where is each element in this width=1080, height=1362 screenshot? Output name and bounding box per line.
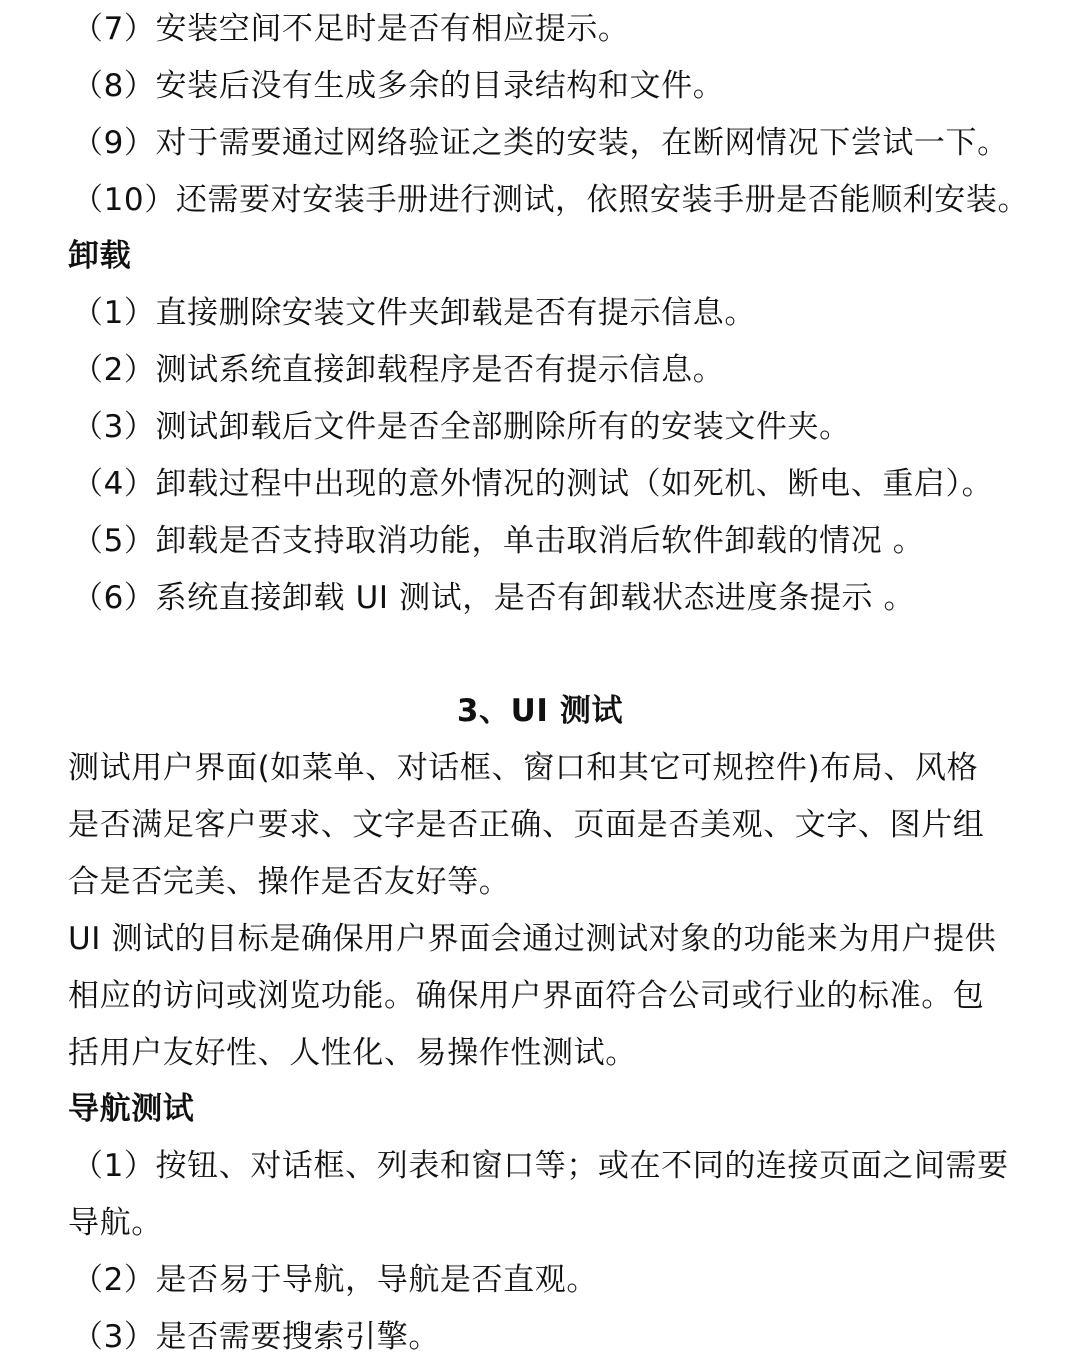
navigation-item-2: （2）是否易于导航，导航是否直观。	[72, 1262, 598, 1298]
uninstall-item-6: （6）系统直接卸载 UI 测试，是否有卸载状态进度条提示 。	[72, 580, 916, 616]
uninstall-item-2: （2）测试系统直接卸载程序是否有提示信息。	[72, 352, 725, 388]
navigation-heading: 导航测试	[68, 1091, 195, 1127]
navigation-item-1-line-2: 导航。	[68, 1205, 163, 1241]
uninstall-item-1: （1）直接删除安装文件夹卸载是否有提示信息。	[72, 295, 756, 331]
uninstall-heading: 卸载	[68, 238, 132, 274]
ui-paragraph-1-line-2: 是否满足客户要求、文字是否正确、页面是否美观、文字、图片组	[68, 807, 985, 843]
ui-paragraph-2-line-3: 括用户友好性、人性化、易操作性测试。	[68, 1035, 637, 1071]
install-item-7: （7）安装空间不足时是否有相应提示。	[72, 11, 630, 47]
install-item-10: （10）还需要对安装手册进行测试，依照安装手册是否能顺利安装。	[72, 182, 1030, 218]
install-item-9: （9）对于需要通过网络验证之类的安装，在断网情况下尝试一下。	[72, 125, 1009, 161]
navigation-item-3: （3）是否需要搜索引擎。	[72, 1319, 440, 1355]
section-title: 3、UI 测试	[456, 693, 624, 729]
uninstall-item-4: （4）卸载过程中出现的意外情况的测试（如死机、断电、重启）。	[72, 466, 994, 502]
install-item-8: （8）安装后没有生成多余的目录结构和文件。	[72, 68, 725, 104]
ui-paragraph-1-line-1: 测试用户界面(如菜单、对话框、窗口和其它可规控件)布局、风格	[68, 750, 979, 786]
uninstall-item-3: （3）测试卸载后文件是否全部删除所有的安装文件夹。	[72, 409, 851, 445]
ui-paragraph-1-line-3: 合是否完美、操作是否友好等。	[68, 864, 511, 900]
navigation-item-1-line-1: （1）按钮、对话框、列表和窗口等；或在不同的连接页面之间需要	[72, 1148, 1009, 1184]
uninstall-item-5: （5）卸载是否支持取消功能，单击取消后软件卸载的情况 。	[72, 523, 925, 559]
ui-paragraph-2-line-2: 相应的访问或浏览功能。确保用户界面符合公司或行业的标准。包	[68, 978, 985, 1014]
ui-paragraph-2-line-1: UI 测试的目标是确保用户界面会通过测试对象的功能来为用户提供	[68, 921, 997, 957]
